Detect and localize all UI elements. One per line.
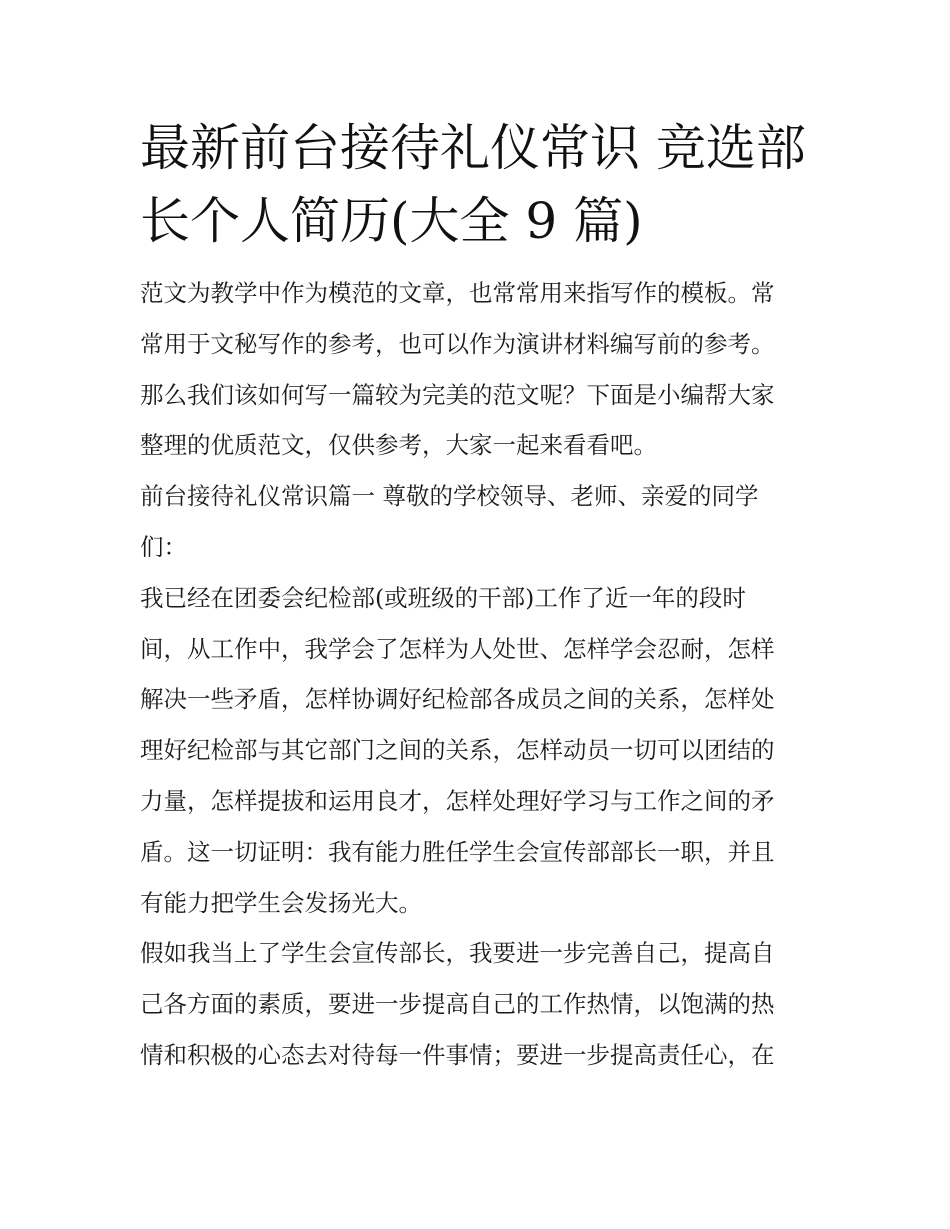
title-line: 最新前台接待礼仪常识 竞选部	[140, 119, 806, 177]
text-line: 有能力把学生会发扬光大。	[140, 888, 422, 917]
text-line: 解决一些矛盾，怎样协调好纪检部各成员之间的关系，怎样处	[140, 685, 775, 714]
text-line: 情和积极的心态去对待每一件事情；要进一步提高责任心，在	[140, 1040, 775, 1069]
text-line: 盾。这一切证明：我有能力胜任学生会宣传部部长一职，并且	[140, 837, 775, 866]
text-line: 力量，怎样提拔和运用良才，怎样处理好学习与工作之间的矛	[140, 786, 775, 815]
document-title	[140, 112, 820, 258]
text-line: 假如我当上了学生会宣传部长，我要进一步完善自己，提高自	[140, 939, 775, 968]
text-line: 间，从工作中，我学会了怎样为人处世、怎样学会忍耐，怎样	[140, 634, 775, 663]
paragraph-experience	[140, 573, 820, 929]
title-line: 长个人简历(大全 9 篇)	[140, 192, 643, 250]
paragraph-intro	[140, 268, 820, 471]
text-line: 己各方面的素质，要进一步提高自己的工作热情，以饱满的热	[140, 990, 775, 1019]
paragraph-plan	[140, 928, 820, 1080]
text-line: 们：	[140, 532, 187, 561]
text-line: 我已经在团委会纪检部(或班级的干部)工作了近一年的段时	[140, 583, 746, 612]
document-content	[140, 112, 820, 1081]
text-line: 理好纪检部与其它部门之间的关系，怎样动员一切可以团结的	[140, 736, 775, 765]
text-line: 常用于文秘写作的参考，也可以作为演讲材料编写前的参考。	[140, 329, 775, 358]
text-line: 前台接待礼仪常识篇一 尊敬的学校领导、老师、亲爱的同学	[140, 482, 759, 511]
text-line: 那么我们该如何写一篇较为完美的范文呢？下面是小编帮大家	[140, 380, 775, 409]
text-line: 范文为教学中作为模范的文章，也常常用来指写作的模板。常	[140, 279, 775, 307]
paragraph-salutation	[140, 471, 820, 573]
text-line: 整理的优质范文，仅供参考，大家一起来看看吧。	[140, 431, 657, 460]
